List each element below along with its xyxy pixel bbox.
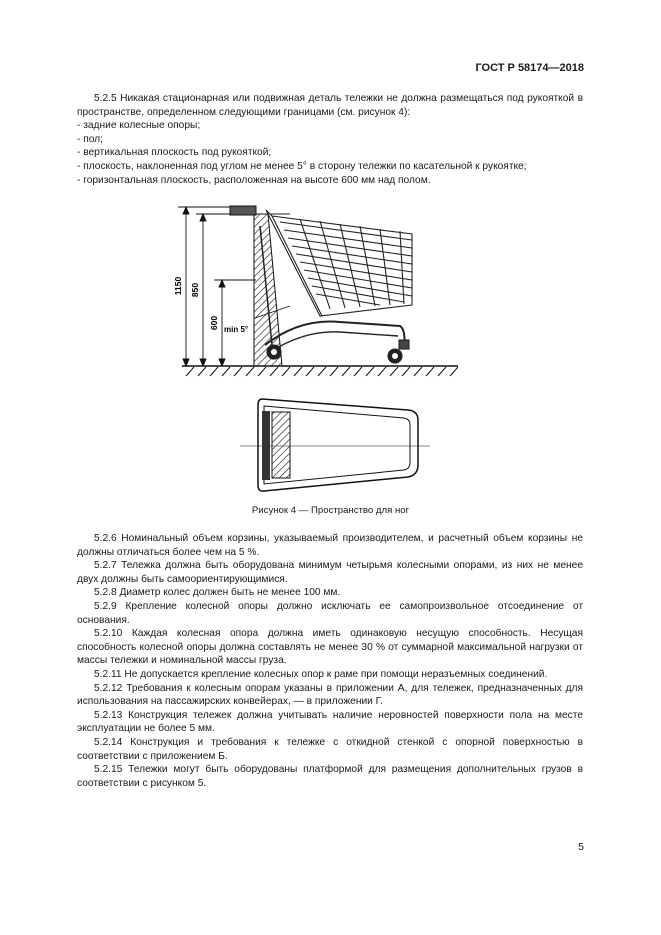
paragraph-5-2-15: 5.2.15 Тележки могут быть оборудованы платформой для размещения дополнительных грузов в соответствии с рисунком 5. bbox=[77, 764, 583, 789]
list-item: - задние колесные опоры; bbox=[77, 120, 201, 132]
leg-space-side-view bbox=[230, 206, 282, 366]
paragraph-5-2-5: 5.2.5 Никакая стационарная или подвижная деталь тележки не должна размещаться под рукояткой в пространстве, определенном следующими границами (см. рисунок 4): bbox=[77, 93, 583, 118]
angle-label: min 5° bbox=[224, 325, 249, 334]
page-number: 5 bbox=[578, 841, 584, 853]
paragraph-5-2-9: 5.2.9 Крепление колесной опоры должно исключать ее самопроизвольное отсоединение от основания. bbox=[77, 600, 583, 626]
paragraph-5-2-14: 5.2.14 Конструкция и требования к тележке с откидной стенкой с опорной поверхностью в соответствии с приложением Б. bbox=[77, 736, 583, 762]
paragraph-5-2-7: 5.2.7 Тележка должна быть оборудована минимум четырьмя колесными опорами, из них не менее двух должны быть самоориентирующимися. bbox=[77, 560, 583, 585]
dim-1150-label: 1150 bbox=[173, 276, 183, 296]
paragraph-5-2-13: 5.2.13 Конструкция тележек должна учитывать наличие неровностей поверхности пола на месте эксплуатации не более 5 мм. bbox=[77, 709, 583, 735]
list-item: - плоскость, наклоненная под углом не менее 5° в сторону тележки по касательной к рукоятке; bbox=[77, 160, 527, 172]
requirements-section bbox=[77, 532, 583, 790]
paragraph-5-2-10: 5.2.10 Каждая колесная опора должна иметь одинаковую несущую способность. Несущая способность колесной опоры должна составлять не менее 30 % от суммарной максимальной нагрузки от массы тележки и номинальной массы груза. bbox=[77, 628, 583, 667]
paragraph-5-2-8: 5.2.8 Диаметр колес должен быть не менее 100 мм. bbox=[94, 587, 341, 599]
dim-600-label: 600 bbox=[209, 315, 219, 331]
shopping-cart bbox=[260, 210, 412, 363]
paragraph-5-2-12: 5.2.12 Требования к колесным опорам указаны в приложении А, для тележек, предназначенных для использования на пассажирских конвейерах, — в приложении Г. bbox=[77, 682, 583, 708]
standard-header: ГОСТ Р 58174—2018 bbox=[475, 62, 584, 74]
floor bbox=[182, 366, 458, 376]
list-item: - горизонтальная плоскость, расположенная на высоте 600 мм над полом. bbox=[77, 174, 431, 186]
figure-caption: Рисунок 4 — Пространство для ног bbox=[251, 505, 410, 516]
cart-top-view bbox=[240, 399, 430, 491]
paragraph-5-2-6: 5.2.6 Номинальный объем корзины, указываемый производителем, и расчетный объем корзины не должны отличаться более чем на 5 %. bbox=[77, 533, 583, 558]
dim-850-label: 850 bbox=[190, 282, 200, 298]
list-item: - вертикальная плоскость под рукояткой; bbox=[77, 147, 272, 159]
list-item: - пол; bbox=[77, 133, 103, 145]
paragraph-5-2-11: 5.2.11 Не допускается крепление колесных опор к раме при помощи неразъемных соединений. bbox=[94, 668, 548, 680]
